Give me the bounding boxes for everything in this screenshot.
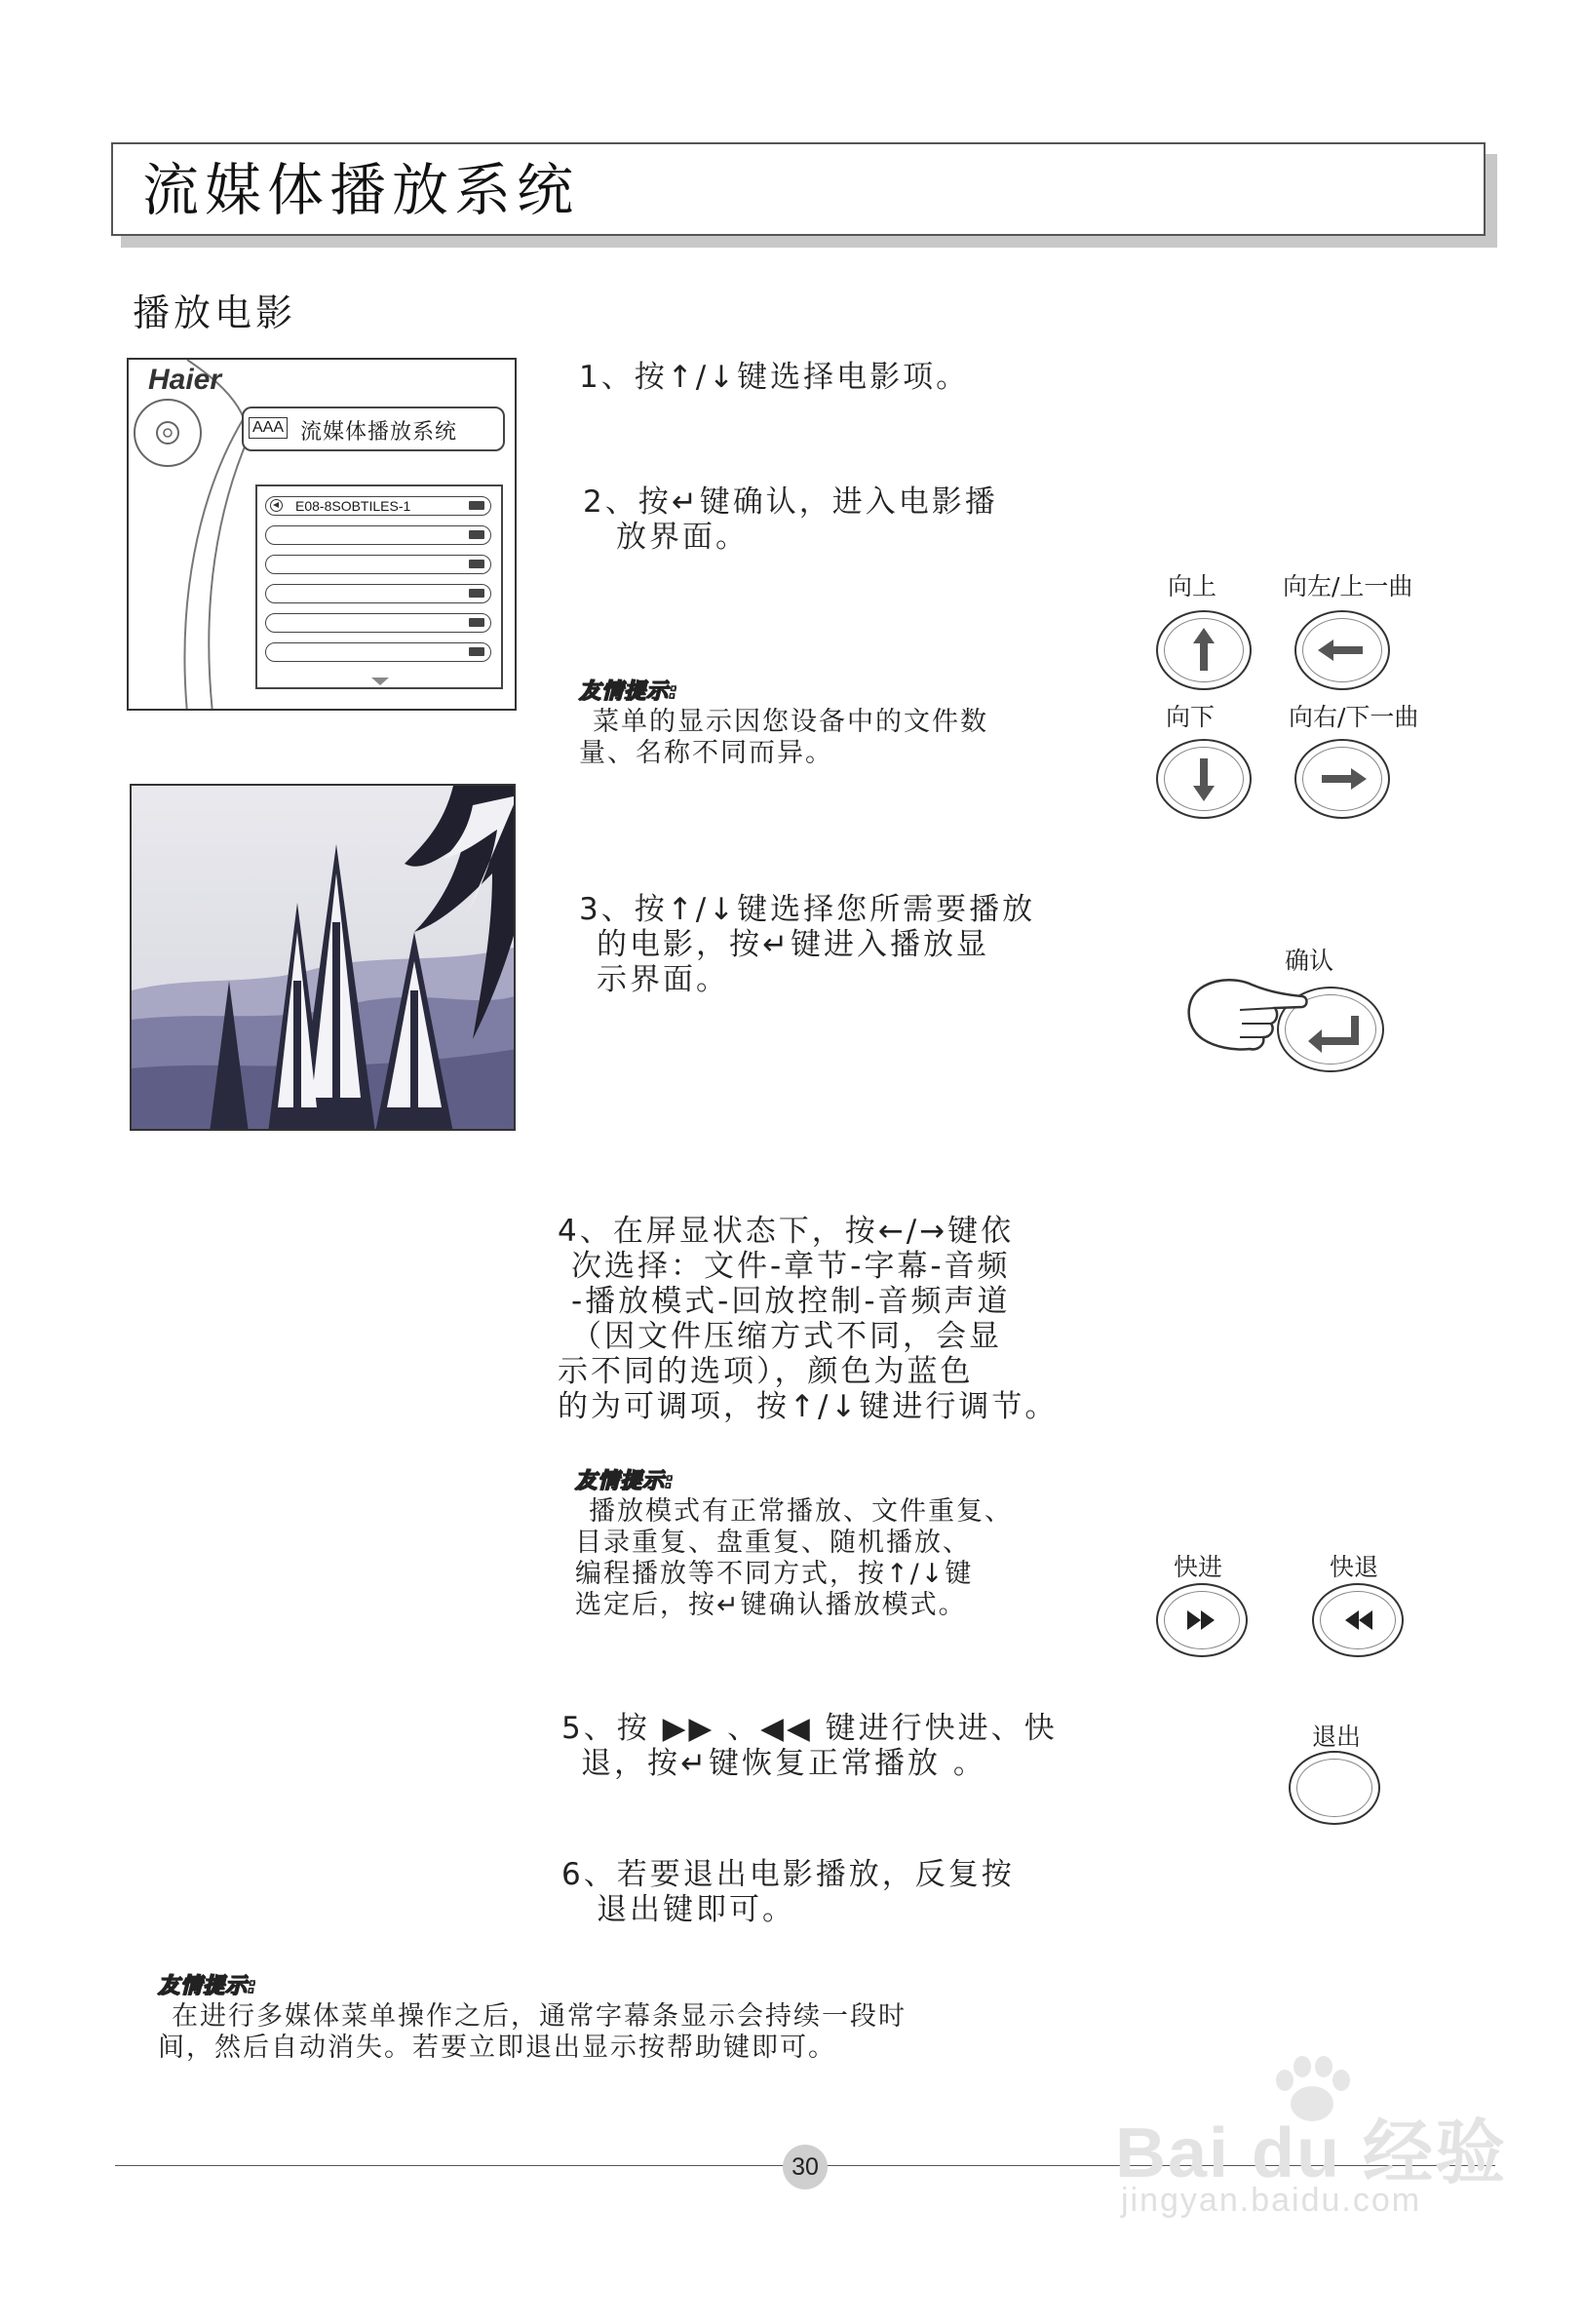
tip-3-line-1: 在进行多媒体菜单操作之后，通常字幕条显示会持续一段时 <box>172 2001 907 2032</box>
step-4-line-3: -播放模式-回放控制-音频声道 <box>571 1284 1011 1319</box>
fast-forward-button[interactable] <box>1156 1583 1248 1657</box>
rew-label: 快退 <box>1330 1553 1379 1581</box>
file-type-icon <box>469 647 484 656</box>
section-title: 播放电影 <box>133 291 297 334</box>
menu-title-aaa: AAA <box>249 417 288 439</box>
left-prev-label: 向左/上一曲 <box>1283 572 1413 600</box>
down-button[interactable] <box>1156 739 1252 819</box>
file-type-icon <box>469 618 484 627</box>
menu-title-text: 流媒体播放系统 <box>300 420 458 445</box>
tip-1-heading: 友情提示: <box>579 679 678 704</box>
step-5-line-2: 退，按↵键恢复正常播放 。 <box>581 1746 986 1781</box>
file-type-icon <box>469 589 484 598</box>
right-next-label: 向右/下一曲 <box>1289 703 1419 731</box>
brand-logo: Haier <box>148 364 222 396</box>
step-3-line-1: 3、按↑/↓键选择您所需要播放 <box>579 892 1036 927</box>
tip-1-line-2: 量、名称不同而异。 <box>579 738 833 768</box>
rewind-button[interactable] <box>1312 1583 1404 1657</box>
list-item[interactable] <box>265 525 491 545</box>
tip-2-line-2: 目录重复、盘重复、随机播放、 <box>575 1528 971 1558</box>
file-list <box>255 484 503 689</box>
step-4-line-1: 4、在屏显状态下，按←/→键依 <box>558 1214 1015 1249</box>
tip-3-line-2: 间，然后自动消失。若要立即退出显示按帮助键即可。 <box>158 2033 836 2063</box>
speaker-icon <box>270 499 283 512</box>
tip-2-line-4: 选定后，按↵键确认播放模式。 <box>575 1590 967 1620</box>
up-button[interactable] <box>1156 610 1252 690</box>
watermark-logo: Bai du 经验 <box>1115 2114 1508 2192</box>
confirm-label: 确认 <box>1285 947 1334 975</box>
down-label: 向下 <box>1166 703 1216 731</box>
list-item[interactable] <box>265 496 491 516</box>
step-4-line-2: 次选择：文件-章节-字幕-音频 <box>571 1249 1011 1284</box>
step-3-line-2: 的电影，按↵键进入播放显 <box>597 927 989 962</box>
list-item[interactable] <box>265 642 491 662</box>
menu-title-box <box>242 407 505 451</box>
file-type-icon <box>469 560 484 568</box>
rewind-icon <box>1312 1583 1404 1657</box>
right-next-button[interactable] <box>1294 739 1390 819</box>
arrow-right-icon <box>1294 739 1390 819</box>
step-4-line-4: （因文件压缩方式不同，会显 <box>571 1319 1002 1354</box>
tip-2-line-1: 播放模式有正常播放、文件重复、 <box>589 1496 1013 1527</box>
page-number: 30 <box>783 2145 828 2189</box>
step-2-line-2: 放界面。 <box>616 520 749 555</box>
file-type-icon <box>469 501 484 510</box>
arrow-down-icon <box>1156 739 1252 819</box>
step-4-line-6: 的为可调项，按↑/↓键进行调节。 <box>558 1389 1059 1424</box>
list-item[interactable] <box>265 584 491 603</box>
watermark-url: jingyan.baidu.com <box>1121 2182 1422 2219</box>
movie-still-photo <box>130 784 516 1131</box>
pointing-hand-icon <box>1181 971 1310 1055</box>
step-3-line-3: 示界面。 <box>597 962 729 997</box>
snowy-forest-image <box>132 786 516 1131</box>
exit-label: 退出 <box>1312 1723 1362 1751</box>
fast-forward-icon <box>1156 1583 1248 1657</box>
tip-1-line-1: 菜单的显示因您设备中的文件数 <box>593 707 988 737</box>
list-item[interactable] <box>265 613 491 633</box>
arrow-left-icon <box>1294 610 1390 690</box>
tip-2-heading: 友情提示: <box>575 1469 675 1493</box>
step-4-line-5: 示不同的选项），颜色为蓝色 <box>558 1354 974 1389</box>
left-prev-button[interactable] <box>1294 610 1390 690</box>
arrow-up-icon <box>1156 610 1252 690</box>
step-2-line-1: 2、按↵键确认，进入电影播 <box>583 484 998 520</box>
step-1: 1、按↑/↓键选择电影项。 <box>579 360 970 395</box>
tip-2-line-3: 编程播放等不同方式，按↑/↓键 <box>575 1559 974 1589</box>
step-6-line-1: 6、若要退出电影播放，反复按 <box>561 1857 1015 1892</box>
ff-label: 快进 <box>1174 1553 1223 1581</box>
exit-button[interactable] <box>1289 1751 1380 1825</box>
scroll-down-arrow-icon[interactable] <box>371 678 389 685</box>
menu-screenshot <box>127 358 517 711</box>
step-5-line-1: 5、按 ▶▶ 、◀◀ 键进行快进、快 <box>561 1711 1058 1746</box>
page-title: 流媒体播放系统 <box>142 157 580 223</box>
tip-3-heading: 友情提示: <box>158 1974 257 1998</box>
file-type-icon <box>469 530 484 539</box>
step-6-line-2: 退出键即可。 <box>597 1892 795 1927</box>
up-label: 向上 <box>1168 572 1217 600</box>
file-name: E08-8SOBTILES-1 <box>295 498 411 514</box>
list-item[interactable] <box>265 555 491 574</box>
